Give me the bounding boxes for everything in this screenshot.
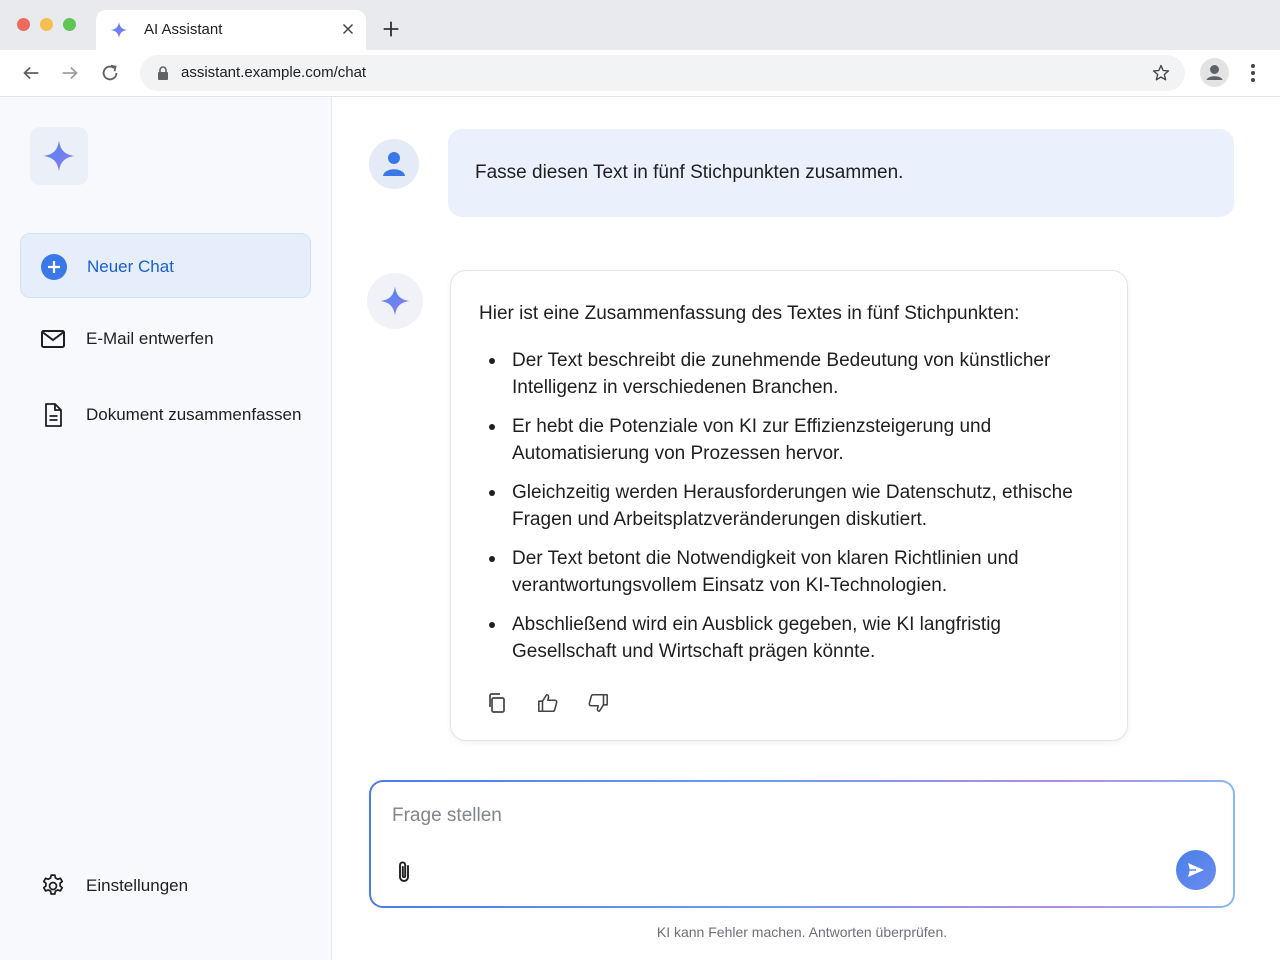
bullet-item: Er hebt die Potenziale von KI zur Effizienzsteigerung und Automatisierung von Prozessen hervor. bbox=[479, 413, 1104, 467]
browser-tab[interactable] bbox=[96, 10, 366, 50]
forward-arrow-icon[interactable] bbox=[59, 62, 81, 84]
bullet-item: Der Text betont die Notwendigkeit von klaren Richtlinien und verantwortungsvollem Einsatz von KI-Technologien. bbox=[479, 545, 1104, 599]
document-icon bbox=[40, 402, 66, 428]
gear-icon bbox=[40, 873, 66, 899]
bullet-item: Abschließend wird ein Ausblick gegeben, wie KI langfristig Gesellschaft und Wirtschaft prägen könnte. bbox=[479, 611, 1104, 665]
prompt-placeholder[interactable]: Frage stellen bbox=[392, 805, 502, 826]
sidebar-item-label: E-Mail entwerfen bbox=[86, 329, 214, 348]
bullet-item: Gleichzeitig werden Herausforderungen wie Datenschutz, ethische Fragen und Arbeitsplatzveränderungen diskutiert. bbox=[479, 479, 1104, 533]
window-close-dot[interactable] bbox=[17, 18, 30, 31]
person-icon bbox=[382, 150, 406, 178]
response-intro: Hier ist eine Zusammenfassung des Textes in fünf Stichpunkten: bbox=[479, 303, 1020, 324]
address-bar[interactable] bbox=[140, 55, 1185, 91]
close-icon[interactable] bbox=[339, 20, 357, 38]
star-icon[interactable] bbox=[1151, 63, 1171, 83]
sparkle-icon bbox=[42, 139, 76, 173]
settings-label: Einstellungen bbox=[86, 876, 189, 895]
sidebar bbox=[0, 97, 332, 960]
thumbs-up-icon[interactable] bbox=[537, 692, 559, 714]
send-icon bbox=[1186, 860, 1206, 880]
sidebar-item-new-chat[interactable] bbox=[20, 233, 311, 298]
more-vert-icon[interactable] bbox=[1243, 62, 1263, 84]
sidebar-item-label: Neuer Chat bbox=[87, 257, 174, 276]
back-arrow-icon[interactable] bbox=[20, 62, 42, 84]
send-button[interactable] bbox=[1176, 850, 1216, 890]
sidebar-item-draft-email[interactable] bbox=[20, 306, 311, 371]
bullet-item: Der Text beschreibt die zunehmende Bedeutung von künstlicher Intelligenz in verschiedenen Branchen. bbox=[479, 347, 1104, 401]
prompt-input-inner[interactable] bbox=[371, 782, 1233, 906]
sparkle-icon bbox=[110, 21, 128, 39]
lock-icon bbox=[155, 65, 171, 81]
prompt-input-box[interactable] bbox=[369, 780, 1235, 908]
person-icon bbox=[1200, 58, 1229, 87]
assistant-avatar bbox=[367, 273, 423, 329]
window-maximize-dot[interactable] bbox=[63, 18, 76, 31]
browser-toolbar bbox=[0, 50, 1280, 97]
sparkle-icon bbox=[379, 285, 411, 317]
response-bullet-list bbox=[479, 347, 1104, 677]
reload-icon[interactable] bbox=[99, 62, 121, 84]
sidebar-item-label: Dokument zusammenfassen bbox=[86, 405, 302, 424]
browser-tab-bar bbox=[0, 0, 1280, 50]
app-logo bbox=[30, 127, 88, 185]
assistant-response-card bbox=[450, 270, 1128, 741]
user-message-bubble bbox=[448, 129, 1234, 217]
url-text: assistant.example.com/chat bbox=[181, 64, 367, 81]
thumbs-down-icon[interactable] bbox=[587, 692, 609, 714]
plus-circle-icon bbox=[41, 254, 67, 280]
user-avatar bbox=[369, 139, 419, 189]
copy-icon[interactable] bbox=[486, 692, 508, 714]
tab-title: AI Assistant bbox=[144, 21, 223, 38]
sidebar-item-summarize-document[interactable] bbox=[20, 382, 311, 447]
paperclip-icon[interactable] bbox=[393, 859, 415, 885]
disclaimer-text: KI kann Fehler machen. Antworten überprüfen. bbox=[656, 924, 948, 940]
profile-avatar[interactable] bbox=[1200, 58, 1229, 87]
mail-icon bbox=[40, 326, 66, 352]
window-minimize-dot[interactable] bbox=[40, 18, 53, 31]
new-tab-icon[interactable] bbox=[380, 18, 402, 40]
user-message-text: Fasse diesen Text in fünf Stichpunkten zusammen. bbox=[475, 162, 904, 183]
sidebar-item-settings[interactable] bbox=[20, 853, 311, 918]
